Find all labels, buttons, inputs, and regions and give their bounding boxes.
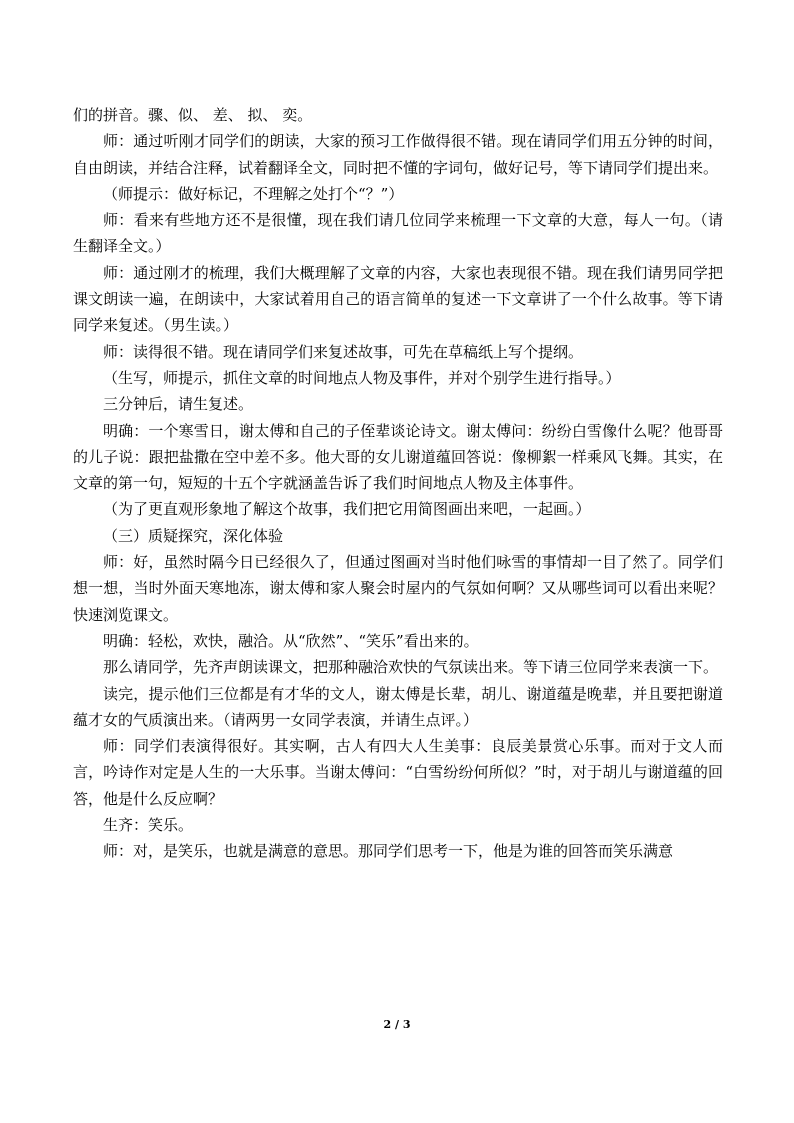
paragraph-4: 师：看来有些地方还不是很懂，现在我们请几位同学来梳理一下文章的大意，每人一句。（请生翻译全文。） bbox=[73, 211, 723, 256]
paragraph-9: 明确：一个寒雪日，谢太傅和自己的子侄辈谈论诗文。谢太傅问：纷纷白雪像什么呢？他哥哥的儿子说：跟把盐撒在空中差不多。他大哥的女儿谢道蕴回答说：像柳絮一样乘风飞舞。其实，在文章的第一句，短短的十五个字就涵盖告诉了我们时间地点人物及主体事件。 bbox=[73, 421, 723, 493]
paragraph-7: （生写，师提示，抓住文章的时间地点人物及事件，并对个别学生进行指导。） bbox=[103, 368, 621, 387]
paragraph-1: 们的拼音。骤、似、 差、 拟、 奕。 bbox=[73, 106, 313, 124]
paragraph-13: 明确：轻松，欢快，融洽。从“欣然”、“笑乐”看出来的。 bbox=[103, 631, 479, 650]
document-body bbox=[73, 102, 723, 865]
paragraph-16: 师：同学们表演得很好。其实啊，古人有四大人生美事：良辰美景赏心乐事。而对于文人而言，吟诗作对定是人生的一大乐事。当谢太傅问：“白雪纷纷何所似？”时，对于胡儿与谢道蕴的回答，他是什么反应啊？ bbox=[73, 737, 723, 808]
page-number: 2 / 3 bbox=[383, 1018, 411, 1031]
paragraph-12: 师：好，虽然时隔今日已经很久了，但通过图画对当时他们咏雪的事情却一目了然了。同学们想一想，当时外面天寒地冻，谢太傅和家人聚会时屋内的气氛如何啊？又从哪些词可以看出来呢？快速浏览课文。 bbox=[73, 553, 723, 624]
paragraph-18: 师：对，是笑乐，也就是满意的意思。那同学们思考一下，他是为谁的回答而笑乐满意 bbox=[103, 842, 674, 861]
paragraph-3: （师提示：做好标记，不理解之处打个“？”） bbox=[103, 184, 404, 203]
paragraph-10: （为了更直观形象地了解这个故事，我们把它用简图画出来吧，一起画。） bbox=[103, 500, 591, 519]
paragraph-8: 三分钟后，请生复述。 bbox=[103, 395, 254, 414]
paragraph-17: 生齐：笑乐。 bbox=[103, 816, 194, 835]
section-heading: （三）质疑探究，深化体验 bbox=[103, 526, 284, 545]
paragraph-15: 读完，提示他们三位都是有才华的文人，谢太傅是长辈，胡儿、谢道蕴是晚辈，并且要把谢道蕴才女的气质演出来。（请两男一女同学表演，并请生点评。） bbox=[73, 684, 723, 729]
paragraph-2: 师：通过听刚才同学们的朗读，大家的预习工作做得很不错。现在请同学们用五分钟的时间，自由朗读，并结合注释，试着翻译全文，同时把不懂的字词句，做好记号，等下请同学们提出来。 bbox=[73, 132, 723, 177]
paragraph-14: 那么请同学，先齐声朗读课文，把那种融洽欢快的气氛读出来。等下请三位同学来表演一下。 bbox=[103, 658, 719, 677]
paragraph-5: 师：通过刚才的梳理，我们大概理解了文章的内容，大家也表现很不错。现在我们请男同学把课文朗读一遍，在朗读中，大家试着用自己的语言简单的复述一下文章讲了一个什么故事。等下请同学来复述。（男生读。） bbox=[73, 263, 723, 335]
paragraph-6: 师：读得很不错。现在请同学们来复述故事，可先在草稿纸上写个提纲。 bbox=[103, 342, 584, 361]
